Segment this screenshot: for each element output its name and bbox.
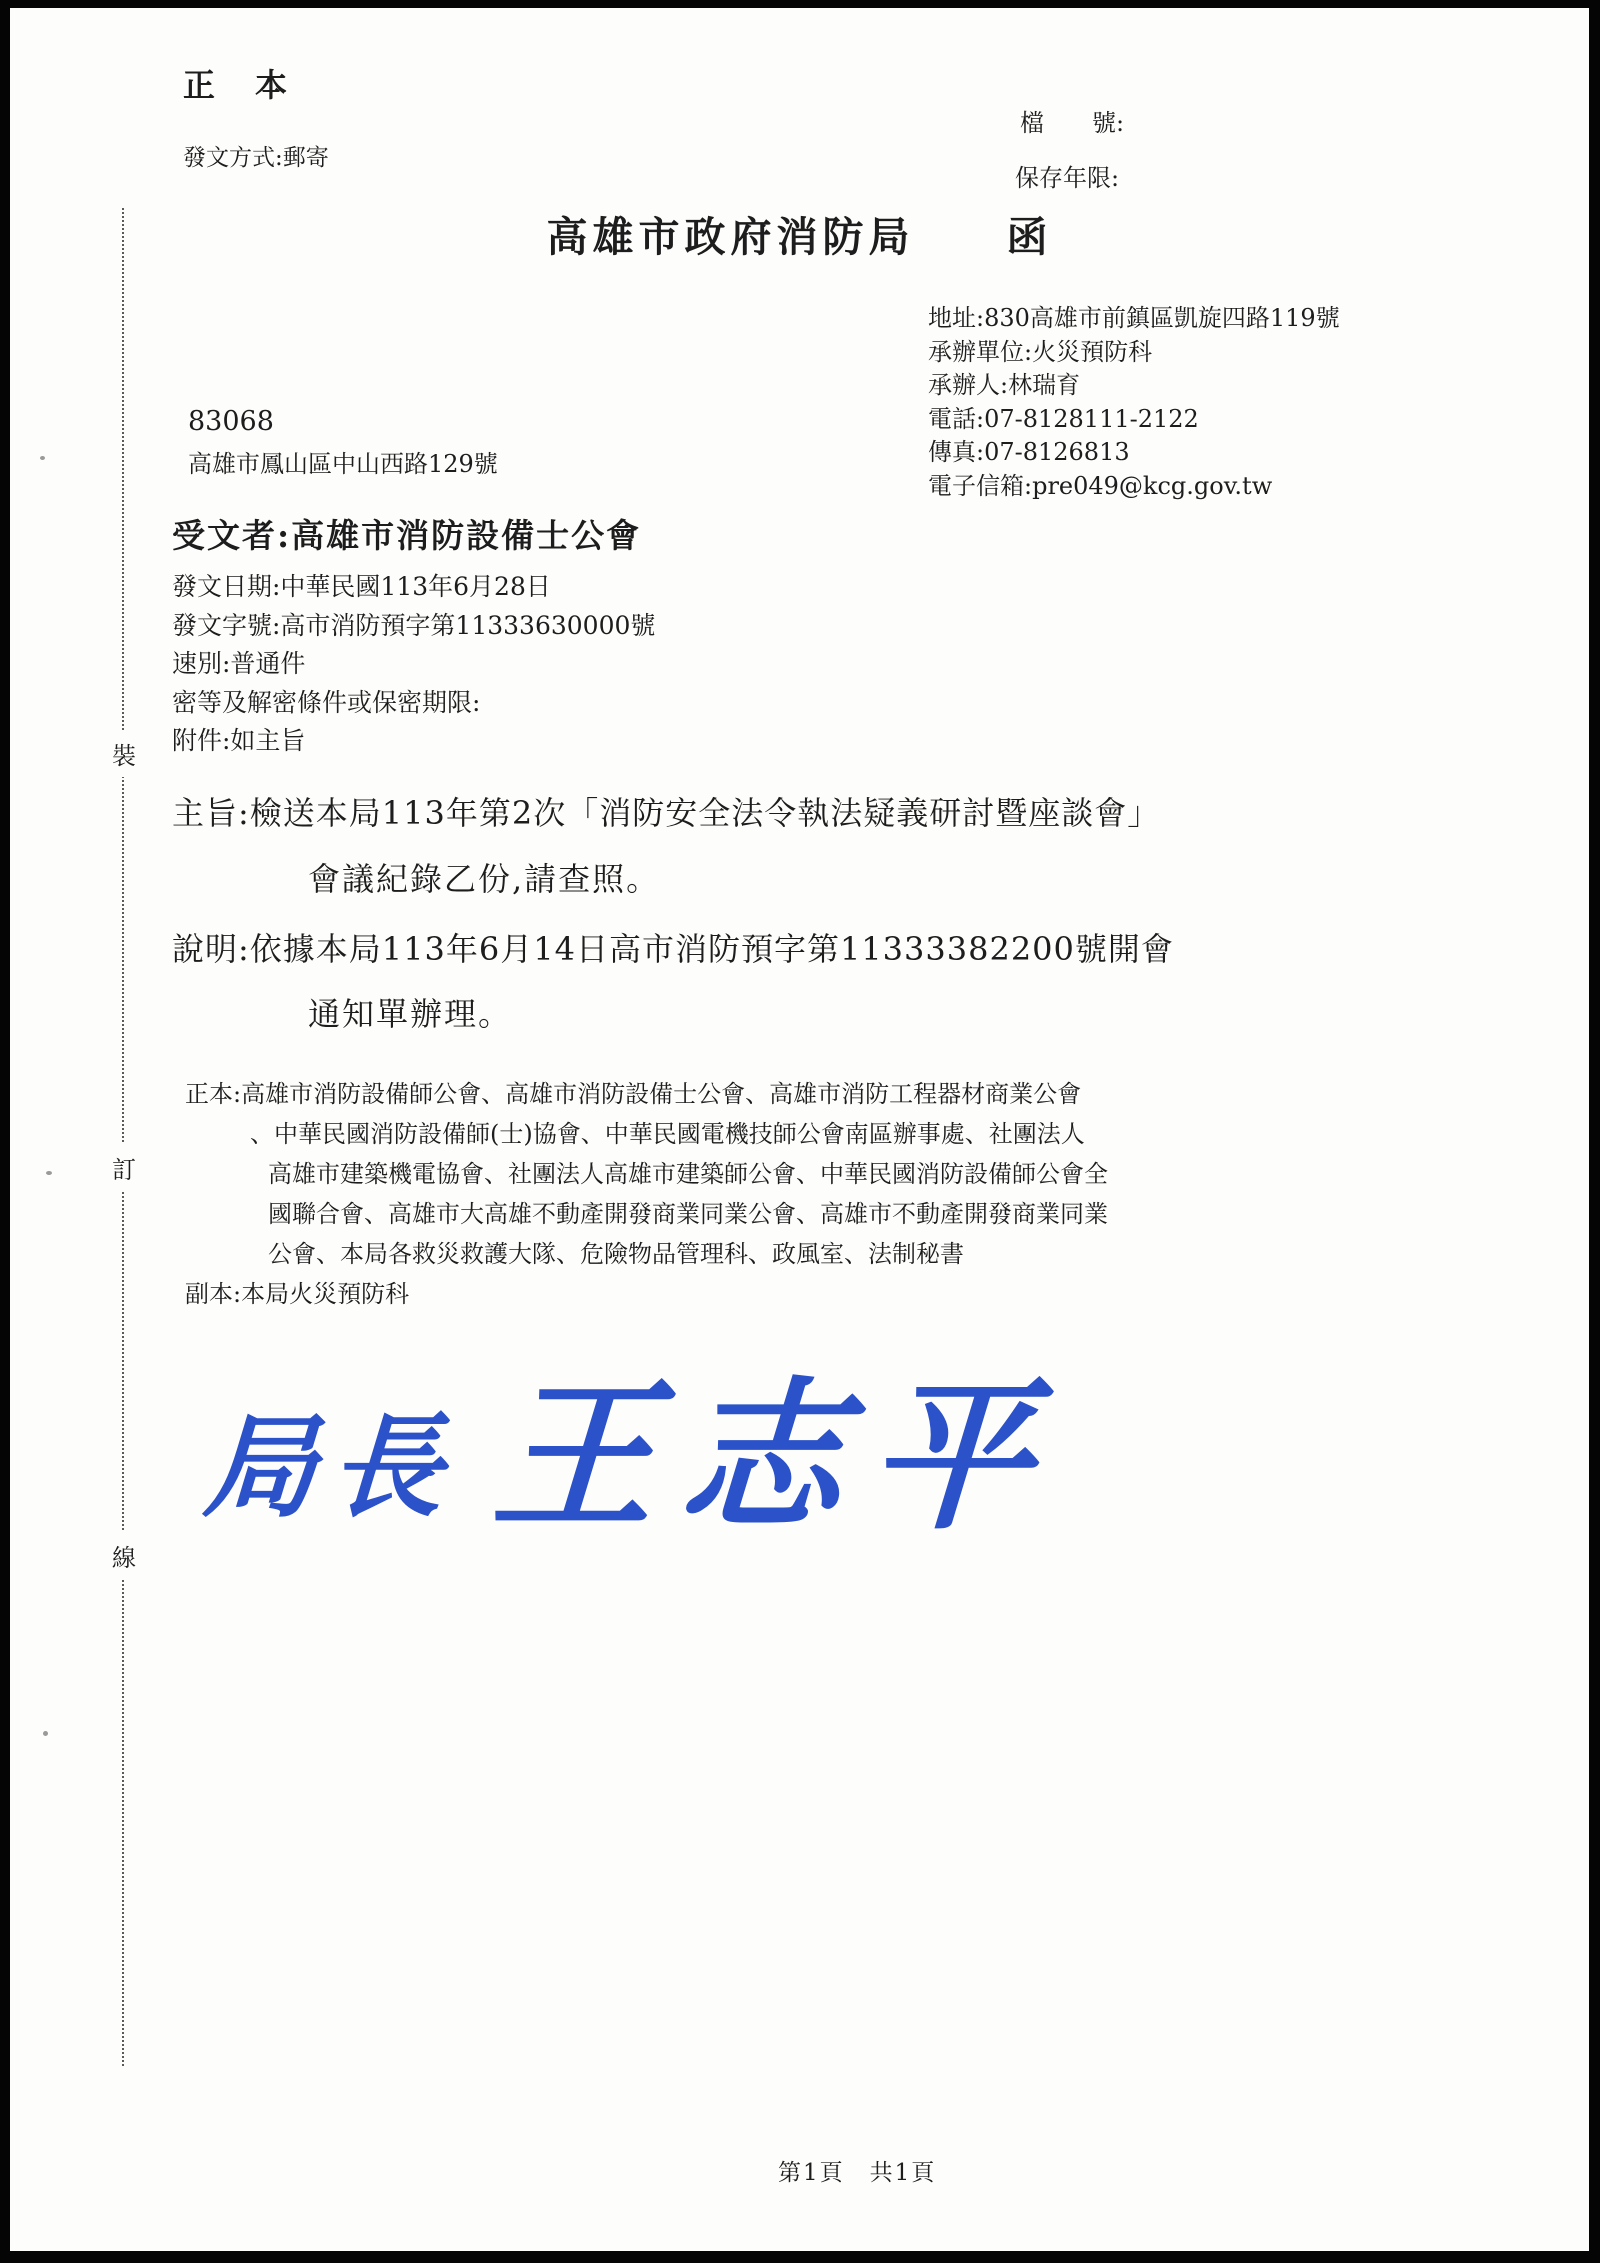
copy-type-label: 正 本	[183, 66, 292, 104]
recipient-postal-code: 83068	[188, 406, 274, 437]
attachment-note: 附件:如主旨	[172, 726, 306, 756]
recipient-line: 受文者:高雄市消防設備士公會	[172, 516, 642, 555]
original-recipients-line: 高雄市建築機電協會、社團法人高雄市建築師公會、中華民國消防設備師公會全	[268, 1160, 1108, 1188]
binding-mark-ding: 訂	[109, 1144, 139, 1191]
security-class: 密等及解密條件或保密期限:	[172, 687, 481, 717]
letter-page	[10, 8, 1589, 2251]
recipient-address: 高雄市鳳山區中山西路129號	[188, 450, 498, 478]
issue-date: 發文日期:中華民國113年6月28日	[172, 572, 551, 601]
director-signature-stamp	[201, 1362, 1062, 1552]
sender-phone: 電話:07-8128111-2122	[928, 404, 1199, 433]
subject-line-1: 主旨:檢送本局113年第2次「消防安全法令執法疑義研討暨座談會」	[172, 794, 1161, 832]
subject-line-2: 會議紀錄乙份,請查照。	[308, 860, 661, 898]
original-recipients-line: 公會、本局各救災救護大隊、危險物品管理科、政風室、法制秘書	[268, 1240, 964, 1268]
document-title: 高雄市政府消防局 函	[546, 213, 1053, 261]
sender-email: 電子信箱:pre049@kcg.gov.tw	[928, 471, 1273, 500]
page-number-footer: 第1頁 共1頁	[778, 2160, 937, 2186]
file-number-label: 檔 號:	[1020, 109, 1125, 137]
original-recipients-line: 正本:高雄市消防設備師公會、高雄市消防設備士公會、高雄市消防工程器材商業公會	[185, 1080, 1082, 1108]
scan-speck	[46, 1171, 52, 1175]
scan-speck	[43, 1731, 48, 1736]
distribution-block	[185, 1074, 1108, 1314]
sender-info-block	[928, 302, 1340, 503]
description-line-1: 說明:依據本局113年6月14日高市消防預字第11333382200號開會	[172, 930, 1174, 968]
description-line-2: 通知單辦理。	[308, 995, 513, 1033]
binding-mark-xian: 線	[109, 1532, 139, 1579]
speed-class: 速別:普通件	[172, 649, 306, 679]
scan-speck	[40, 456, 45, 460]
sender-fax: 傳真:07-8126813	[928, 438, 1130, 466]
copy-recipients-line: 副本:本局火災預防科	[185, 1280, 410, 1308]
sender-address: 地址:830高雄市前鎮區凱旋四路119號	[928, 304, 1340, 332]
binding-dotted-line	[122, 208, 124, 2066]
original-recipients-line: 、中華民國消防設備師(士)協會、中華民國電機技師公會南區辦事處、社團法人	[250, 1120, 1085, 1148]
retention-period-label: 保存年限:	[1015, 164, 1120, 192]
original-recipients-line: 國聯合會、高雄市大高雄不動產開發商業同業公會、高雄市不動產開發商業同業	[268, 1200, 1108, 1228]
signature-title: 局長	[201, 1402, 460, 1533]
sender-contact-person: 承辦人:林瑞育	[928, 371, 1081, 399]
signature-name: 王志平	[488, 1362, 1062, 1552]
document-meta-block	[172, 568, 655, 761]
binding-mark-zhuang: 裝	[109, 730, 139, 777]
document-number: 發文字號:高市消防預字第11333630000號	[172, 610, 656, 640]
delivery-method: 發文方式:郵寄	[183, 145, 329, 171]
sender-unit: 承辦單位:火災預防科	[928, 337, 1153, 366]
